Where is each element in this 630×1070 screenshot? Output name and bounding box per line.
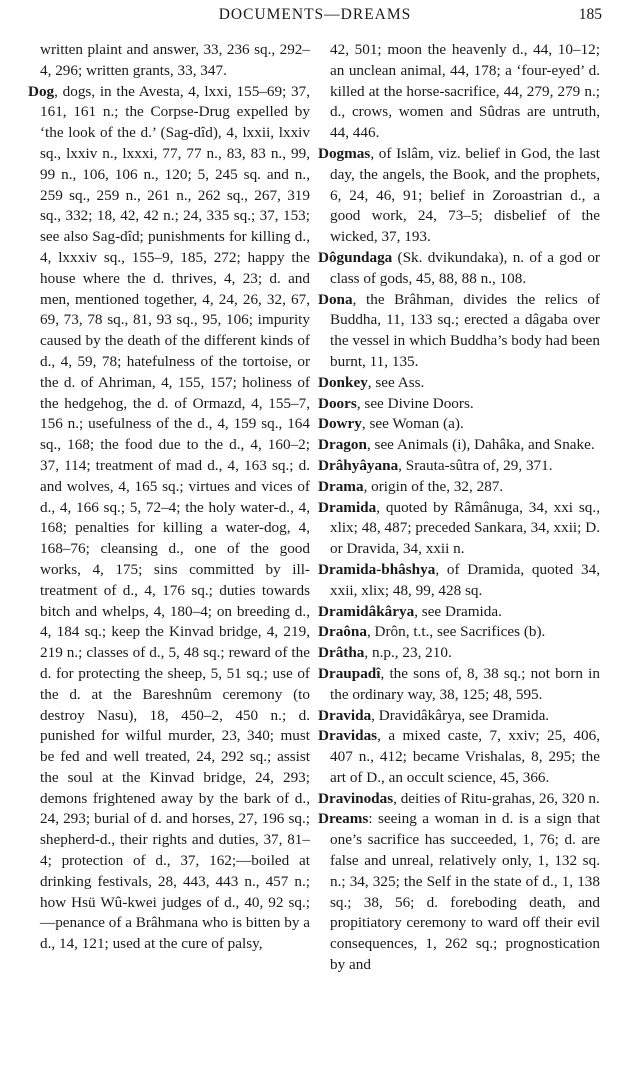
- index-entry: [318, 144, 600, 248]
- entry-headword: Dowry: [318, 415, 362, 433]
- running-head: DOCUMENTS—DREAMS: [218, 6, 412, 23]
- entry-text: , dogs, in the Avesta, 4, lxxi, 155–69; 37, 161, 161 n.; the Corpse-Drug expelled by ‘the look of the d.’ (Sag-dîd), 4, lxxii, lxxiv sq., lxxiv n., lxxxi, 77, 77 n., 83, 83 n., 99, 99 n., 106, 106 n., 120; 5, 245 sq. and n., 259 sq., 259 n., 261 n., 262 sq., 267, 319 sq., 332; 18, 42, 42 n.; 24, 335 sq.; 37, 153; see also Sag-dîd; punishments for killing d., 4, lxxxiv sq., 155–9, 185, 272; happy the house where the d. thrives, 4, 23; d. and men, mentioned together, 4, 24, 26, 32, 67, 69, 73, 78 sq., 81, 93 sq., 95, 106; impurity caused by the death of the different kinds of d., 4, 59, 78; hatefulness of the tortoise, or the d. of Ahriman, 4, 155, 157; holiness of the hedgehog, the d. of Ormazd, 4, 155–7, 156 n.; usefulness of the d., 4, 159 sq., 164 sq., 168; the food due to the d., 4, 160–2; 37, 114; treatment of mad d., 4, 163 sq.; d. and wolves, 4, 165 sq.; virtues and vices of d., 4, 166 sq.; 5, 72–4; the holy water-d., 4, 168; penalties for killing a water-dog, 4, 168–76; cleansing d., one of the good works, 4, 175; sins committed by ill-treatment of d., 4, 176 sq.; duties towards bitch and whelps, 4, 180–4; on breeding d., 4, 184 sq.; keep the Kinvad bridge, 4, 219, 219 n.; classes of d., 5, 48 sq.; reward of the d. for protecting the sheep, 5, 51 sq.; use of the d. at the Bareshnûm ceremony (to destroy Nasu), 18, 450–2, 450 n.; d. punished for wilful murder, 23, 340; must be fed and well treated, 24, 292 sq.; assist the soul at the Kinvad bridge, 24, 293; demons frightened away by the bark of d., 24, 293; burial of d. and horses, 27, 196 sq.; shepherd-d., their rights and duties, 37, 81–4; protection of d., 37, 162;—boiled at drinking festivals, 28, 443, 443 n., 457 n.; how Hsü Wû-kwei judges of d., 40, 92 sq.;—penance of a Brâhmana who is bitten by a d., 14, 121; used at the cure of palsy,: [40, 82, 310, 953]
- entry-headword: Dreams: [318, 810, 369, 828]
- entry-text: , deities of Ritu-grahas, 26, 320 n.: [393, 789, 600, 807]
- entry-text: , of Islâm, viz. belief in God, the last day, the angels, the Book, and the prophets, 6, 24, 46, 91; belief in Zoroastrian d., a good work, 24, 73–5; disbelief of the wicked, 37, 193.: [330, 144, 600, 246]
- index-entry: [318, 809, 600, 975]
- entry-headword: Dravinodas: [318, 789, 394, 807]
- index-entry: [318, 394, 600, 415]
- entry-headword: Doors: [318, 394, 357, 412]
- index-entry: [318, 664, 600, 706]
- entry-headword: Dona: [318, 290, 353, 308]
- index-entry: [318, 560, 600, 602]
- page-number: 185: [578, 6, 602, 23]
- index-entry: [28, 82, 310, 955]
- index-entry: [318, 373, 600, 394]
- entry-text: , see Ass.: [367, 373, 425, 391]
- entry-headword: Dog: [28, 82, 55, 100]
- entry-text: : seeing a woman in d. is a sign that one’s sacrifice has succeeded, 1, 76; d. are false and unreal, relatively only, 1, 132 sq. n.; 34, 325; the Self in the state of d., 1, 138 sq.; 38, 56; d. foreboding death, and propitiatory ceremony to ward off their evil consequences, 1, 262 sq.; prognostication by and: [330, 810, 600, 974]
- index-entry: [318, 456, 600, 477]
- left-column: [28, 40, 310, 955]
- entry-headword: Dôgundaga: [318, 248, 393, 266]
- entry-text: , of Dramida, quoted 34, xxii, xlix; 48, 99, 428 sq.: [330, 560, 600, 599]
- entry-headword: Dravida: [318, 706, 372, 724]
- entry-headword: Donkey: [318, 373, 368, 391]
- entry-headword: Drama: [318, 477, 364, 495]
- entry-headword: Dramida: [318, 498, 377, 516]
- entry-text: , quoted by Râmânuga, 34, xxi sq., xlix; 48, 487; preceded Sankara, 34, xxii; D. or Dravida, 34, xxii n.: [330, 498, 600, 558]
- index-entry: [318, 414, 600, 435]
- entry-headword: Drâtha: [318, 644, 365, 662]
- entry-headword: Draupadî: [318, 664, 381, 682]
- entry-text: , the sons of, 8, 38 sq.; not born in the ordinary way, 38, 125; 48, 595.: [330, 664, 600, 703]
- index-entry: [318, 789, 600, 810]
- index-entry: [318, 435, 600, 456]
- entry-text: , Drôn, t.t., see Sacrifices (b).: [366, 623, 546, 641]
- entry-headword: Dramidâkârya: [318, 602, 415, 620]
- entry-text: , see Woman (a).: [361, 415, 464, 433]
- entry-text: , a mixed caste, 7, xxiv; 25, 406, 407 n., 412; became Vrishalas, 8, 295; the art of D., an occult science, 45, 366.: [330, 727, 600, 786]
- entry-headword: Dragon: [318, 436, 367, 454]
- entry-text: , the Brâhman, divides the relics of Buddha, 11, 133 sq.; erected a dâgaba over the vessel in which Buddha’s body had been burnt, 11, 135.: [330, 290, 600, 370]
- right-column: [318, 40, 600, 976]
- page-header: [0, 6, 630, 32]
- index-entry: [318, 706, 600, 727]
- entry-text: , see Dramida.: [414, 602, 502, 620]
- entry-text: , see Divine Doors.: [356, 394, 474, 412]
- index-entry: [318, 602, 600, 623]
- entry-text: , Dravidâkârya, see Dramida.: [371, 706, 550, 724]
- entry-headword: Draôna: [318, 623, 367, 641]
- entry-headword: Dravidas: [318, 727, 378, 745]
- index-entry: [318, 622, 600, 643]
- index-entry: [318, 40, 600, 144]
- index-entry: [318, 248, 600, 290]
- index-entry: [318, 726, 600, 788]
- entry-headword: Dramida-bhâshya: [318, 560, 436, 578]
- index-entry: [318, 290, 600, 373]
- entry-headword: Dogmas: [318, 144, 371, 162]
- index-entry: [318, 477, 600, 498]
- index-entry: [318, 498, 600, 560]
- entry-text: 42, 501; moon the heavenly d., 44, 10–12; an unclean animal, 44, 178; a ‘four-eyed’ d. killed at the horse-sacrifice, 44, 279, 279 n.; d., crows, women and Sûdras are untruth, 44, 446.: [330, 41, 600, 142]
- entry-headword: Drâhyâyana: [318, 456, 399, 474]
- entry-text: , n.p., 23, 210.: [364, 644, 452, 662]
- entry-text: , Srauta-sûtra of, 29, 371.: [398, 456, 553, 474]
- index-entry: [318, 643, 600, 664]
- index-entry: [28, 40, 310, 82]
- entry-text: written plaint and answer, 33, 236 sq., 292–4, 296; written grants, 33, 347.: [40, 41, 310, 79]
- entry-text: , see Animals (i), Dahâka, and Snake.: [366, 436, 595, 454]
- entry-text: (Sk. dvikundaka), n. of a god or class of gods, 45, 88, 88 n., 108.: [330, 248, 600, 287]
- entry-text: , origin of the, 32, 287.: [363, 477, 504, 495]
